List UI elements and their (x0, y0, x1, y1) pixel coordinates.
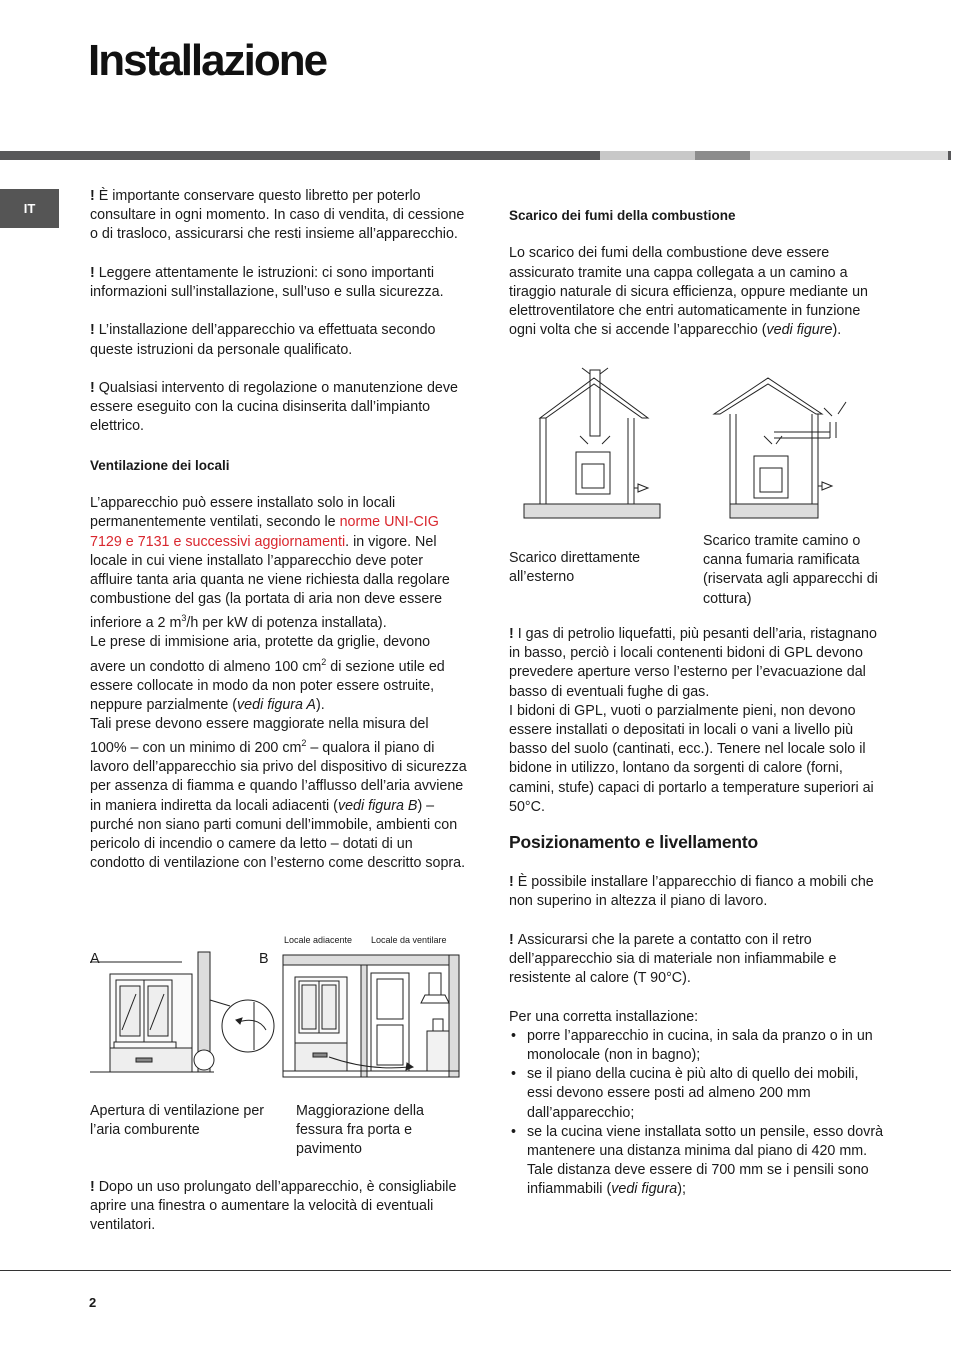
fumes-text: Lo scarico dei fumi della combustione deve essere assicurato tramite una cappa collegata a un camino a tiraggio naturale di sicura efficienza, oppure mediante un elettroventilatore che entri automaticamente in funzione ogni volta che si accende l’apparecchio (vedi figure). (509, 245, 868, 339)
caption-figure-a: Apertura di ventilazione per l’aria comburente (90, 1103, 265, 1139)
lpg-warning: ! I gas di petrolio liquefatti, più pesanti dell’aria, ristagnano in basso, perciò i locali contenenti bidoni di GPL devono prevedere aperture verso l’esterno per l’evacuazione dal basso di eventuali fughe di gas. (509, 626, 877, 700)
caption-branched-chimney: Scarico tramite camino o canna fumaria ramificata (riservata agli apparecchi di cottura) (703, 533, 878, 607)
caption-direct-exhaust: Scarico direttamente all’esterno (509, 550, 641, 586)
header-bar-dark (0, 151, 600, 160)
warning-icon: ! (90, 264, 99, 281)
warning-icon: ! (90, 1179, 99, 1195)
final-warning: ! Dopo un uso prolungato dell’apparecchio, è consigliabile aprire una finestra o aumentare la velocità di eventuali ventilatori. (90, 1179, 457, 1234)
language-tab: IT (0, 189, 59, 228)
figure-b-door-gap (283, 947, 463, 1079)
norm-reference: norme UNI-CIG 7129 e 7131 e successivi aggiornamenti (90, 514, 439, 550)
label-adjacent-room: Locale adiacente (284, 935, 353, 945)
positioning-note-2: ! Assicurarsi che la parete a contatto con il retro dell’apparecchio sia di materiale non infiammabile e resistente al calore (T 90°C). (509, 931, 837, 987)
figure-direct-exhaust (510, 356, 660, 526)
label-room-to-ventilate: Locale da ventilare (371, 935, 447, 945)
figure-a-label: A (90, 951, 100, 967)
lpg-cylinders-text: I bidoni di GPL, vuoti o parzialmente pieni, non devono essere installati o depositati in locali o vani a livello più basso del suolo (cantinati, ecc.). Tenere nel locale solo il bidone in utilizzo, lontano da sorgenti di calore (forni, camini, stufe) capaci di portarlo a temperature superiori ai 50°C. (509, 702, 874, 815)
list-item: • porre l’apparecchio in cucina, in sala da pranzo o in un monolocale (non in bagno); (509, 1027, 887, 1065)
left-column (90, 187, 468, 873)
list-item: • se la cucina viene installata sotto un pensile, esso dovrà mantenere una distanza minima dal piano di 420 mm. (509, 1123, 887, 1161)
warning-qualified-staff: ! L’installazione dell’apparecchio va effettuata secondo queste istruzioni da personale qualificato. (90, 322, 436, 358)
warning-icon: ! (90, 188, 99, 204)
header-bar-mid (695, 151, 750, 160)
footer-rule (0, 1270, 951, 1271)
warning-icon: ! (509, 931, 518, 948)
positioning-heading: Posizionamento e livellamento (509, 832, 758, 853)
warning-icon: ! (509, 626, 518, 642)
warning-read-instructions: ! Leggere attentamente le istruzioni: ci sono importanti informazioni sull’installazione, sull’uso e sulla sicurezza. (90, 264, 444, 300)
header-bar-tick (948, 151, 951, 160)
page-number: 2 (89, 1295, 97, 1310)
warning-icon: ! (509, 874, 518, 891)
correct-installation-intro: Per una corretta installazione: (509, 1008, 699, 1025)
right-column-bottom (509, 625, 887, 1200)
ventilation-heading: Ventilazione dei locali (90, 457, 230, 473)
air-inlets-increase-text: Tali prese devono essere maggiorate nella misura del 100% – con un minimo di 200 $cm^2$ – qualora il piano di lavoro dell’apparecchio sia privo del dispositivo di sicurezza per assenza di fiamma e quando l’afflusso dell’aria avviene in maniera indiretta da locali adiacenti (vedi figura B) – purché non siano parti comuni dell’immobile, ambienti con pericolo di incendio o camere da letto – dotati di un condotto di ventilazione con l’esterno come descritto sopra. (90, 715, 467, 872)
page-title: Installazione (88, 36, 327, 85)
warning-icon: ! (90, 379, 99, 396)
positioning-note-1: ! È possibile installare l’apparecchio di fianco a mobili che non superino in altezza il piano di lavoro. (509, 874, 874, 910)
list-item: • se il piano della cucina è più alto di quello dei mobili, essi devono essere posti ad almeno 200 mm dall’apparecchio; (509, 1065, 887, 1123)
header-bar-light-end (750, 151, 948, 160)
right-column-top (509, 206, 887, 340)
header-bar-light (600, 151, 695, 160)
warning-icon: ! (90, 322, 99, 339)
distance-note: Tale distanza deve essere di 700 mm se i pensili sono infiammabili (vedi figura); (527, 1162, 869, 1198)
figure-b-label: B (259, 951, 269, 967)
caption-figure-b: Maggiorazione della fessura fra porta e pavimento (296, 1103, 424, 1158)
ventilation-text: L’apparecchio può essere installato solo in locali permanentemente ventilati, secondo le norme UNI-CIG 7129 e 7131 e successivi aggiornamenti. in vigore. Nel locale in cui viene installato l’apparecchio deve poter affluire tanta aria quanta ne viene richiesta dalla regolare combustione del gas (la portata di aria non deve essere inferiore a 2 $m^3/h$ per kW di potenza installata). (90, 495, 450, 632)
air-inlets-text: Le prese di immisione aria, protette da griglie, devono avere un condotto di almeno 100 $cm^2$ di sezione utile ed essere collocate in modo da non poter essere ostruite, neppure parzialmente (vedi figura A). (90, 634, 445, 713)
fumes-heading: Scarico dei fumi della combustione (509, 208, 736, 223)
warning-disconnect: ! Qualsiasi intervento di regolazione o manutenzione deve essere eseguito con la cucina disinserita dall’impianto elettrico. (90, 379, 458, 435)
figure-branched-chimney (704, 372, 864, 522)
figure-a-ventilation-opening (90, 950, 280, 1080)
warning-keep-manual: ! È importante conservare questo libretto per poterlo consultare in ogni momento. In caso di vendita, di cessione o di trasloco, assicurarsi che resti insieme all’apparecchio. (90, 188, 465, 243)
